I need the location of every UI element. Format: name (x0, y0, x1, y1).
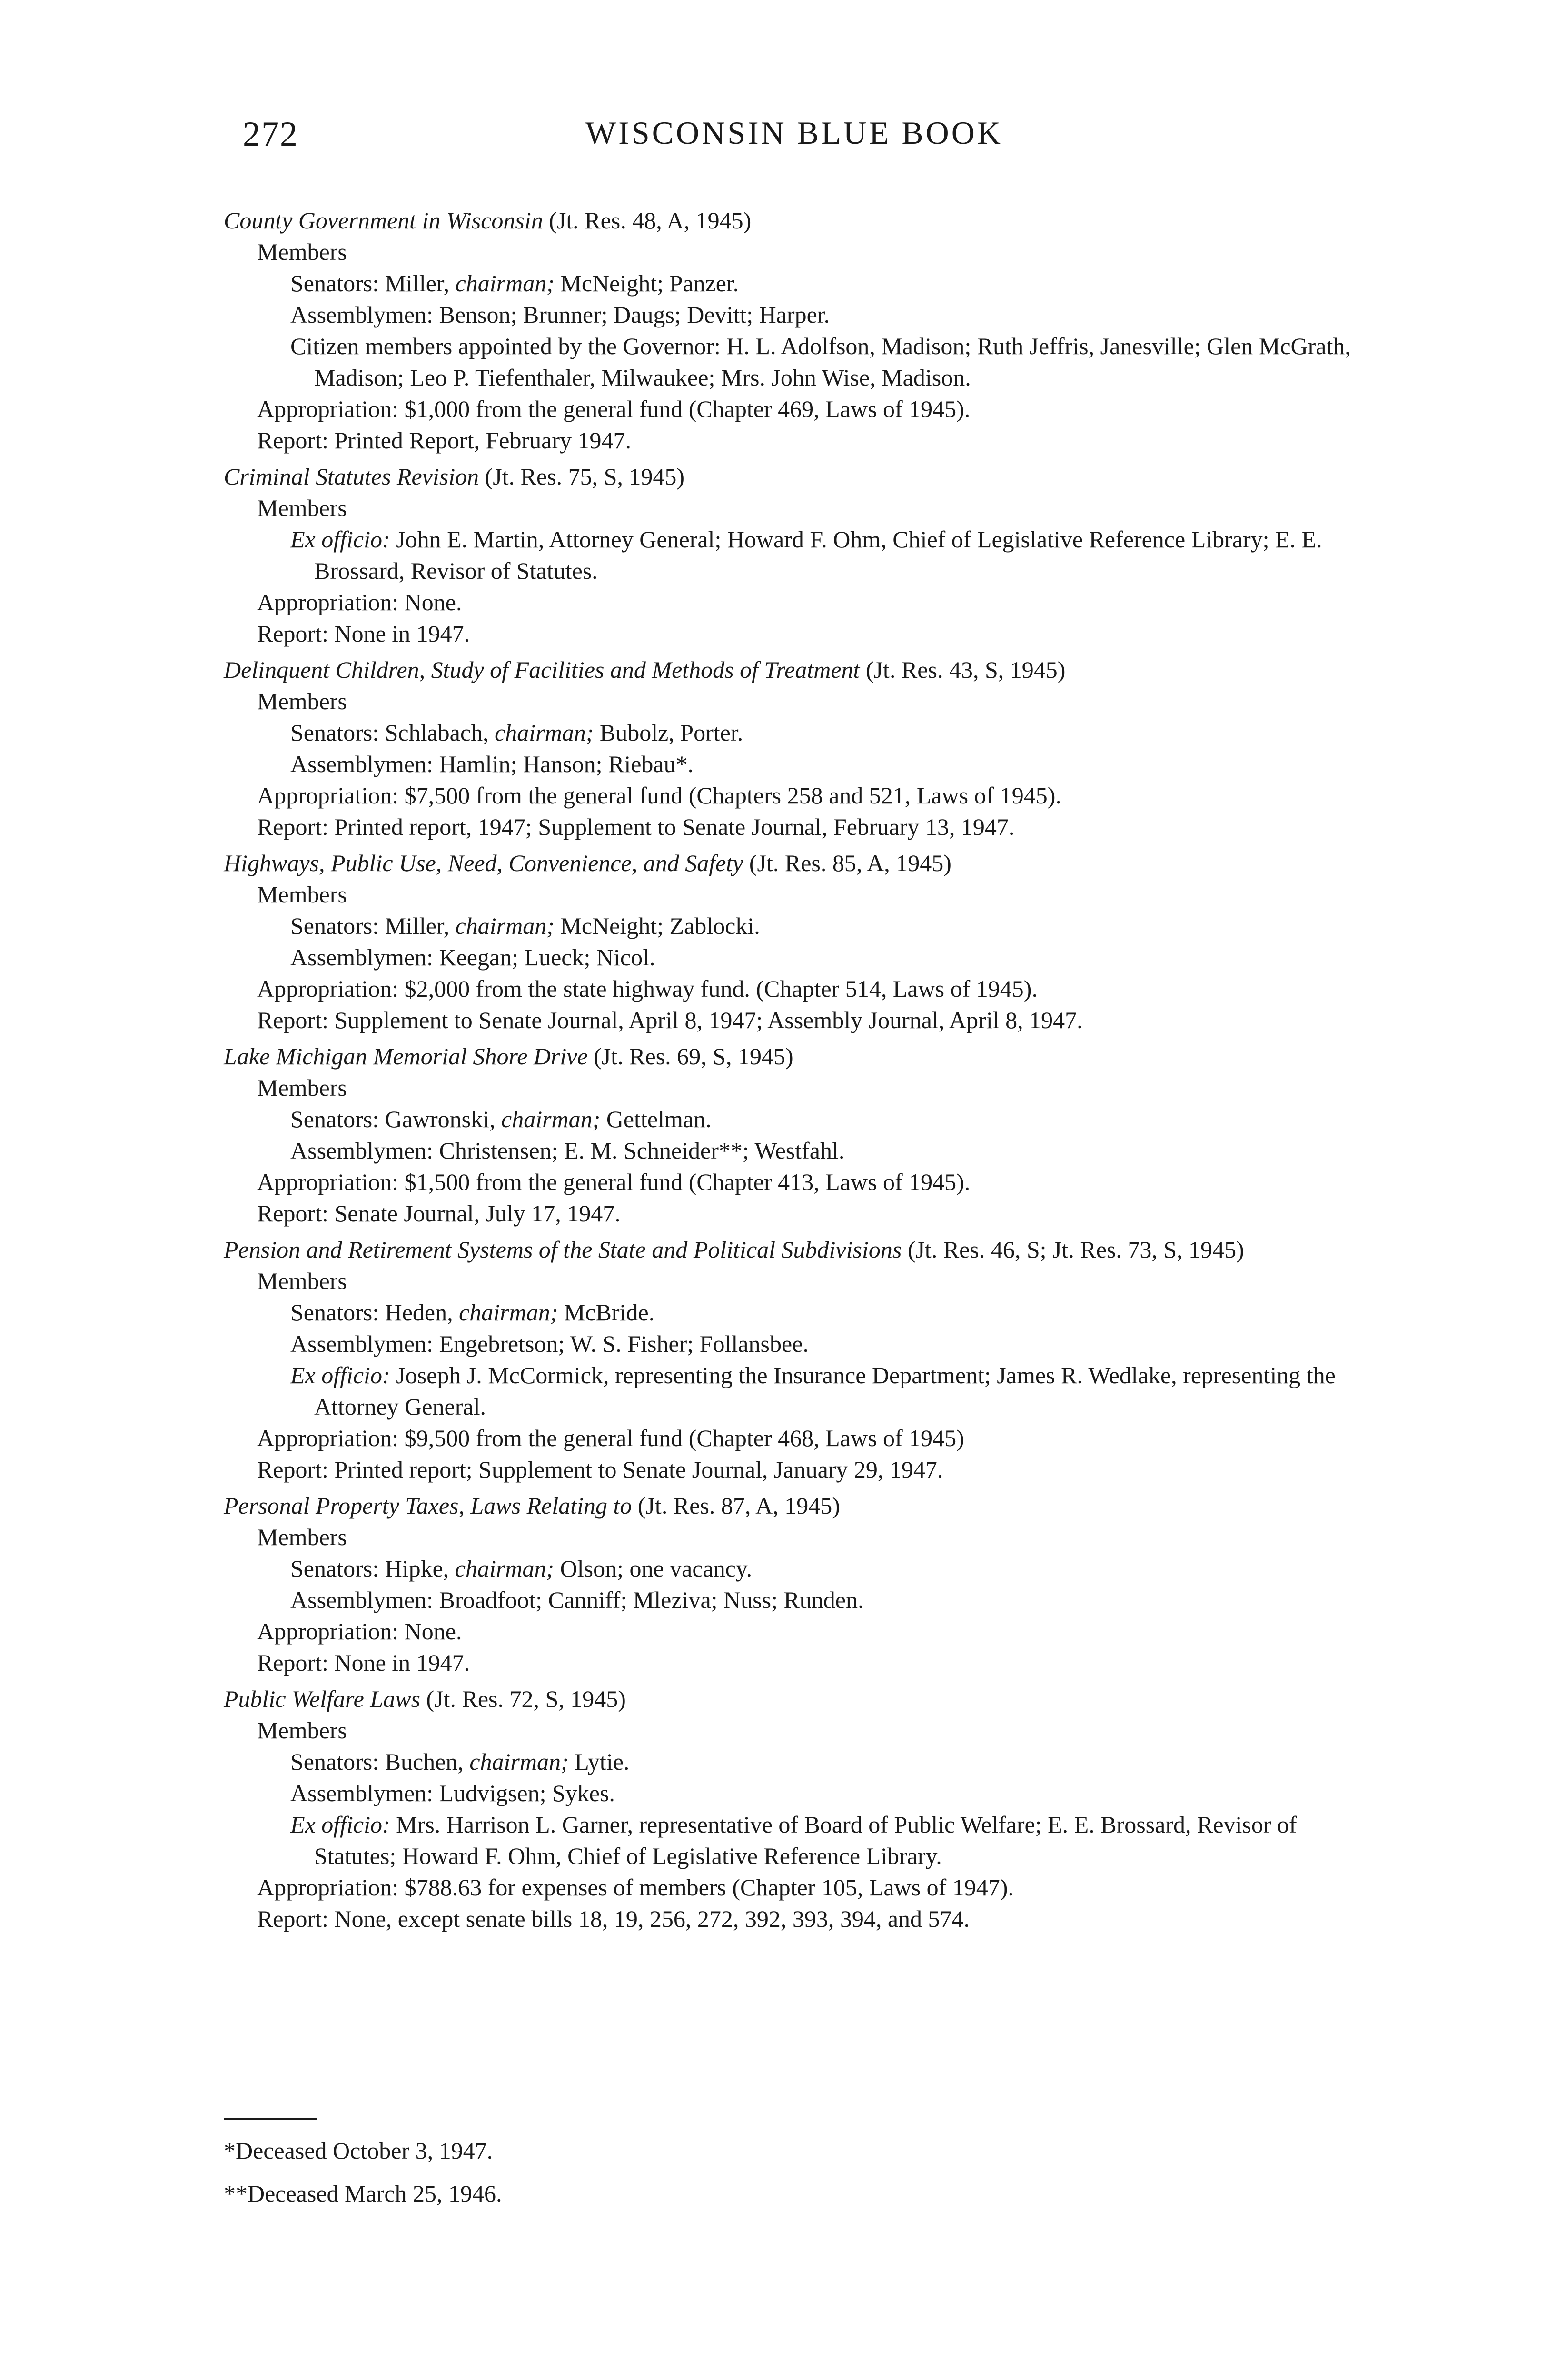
report-line (224, 425, 1380, 456)
footnote-divider (224, 2118, 317, 2120)
assemblymen-line (224, 1777, 1380, 1809)
assemblymen-label: Assemblymen: (290, 1137, 433, 1164)
chairman-label: chairman; (459, 1299, 558, 1326)
senators-label: Senators: (290, 1748, 379, 1775)
committee-citation: (Jt. Res. 72, S, 1945) (426, 1686, 626, 1712)
committee-title (224, 654, 1380, 685)
committee-title (224, 1683, 1380, 1715)
assemblymen-names: Engebretson; W. S. Fisher; Follansbee. (439, 1330, 809, 1357)
report-label: Report: (257, 1649, 328, 1676)
committee-name: Delinquent Children, Study of Facilities and Methods of Treatment (224, 656, 860, 683)
senators-label: Senators: (290, 1106, 379, 1132)
senators-chair-name: Gawronski, (385, 1106, 496, 1132)
appropriation-label: Appropriation: (257, 782, 399, 809)
assemblymen-names: Keegan; Lueck; Nicol. (439, 944, 655, 971)
report-line (224, 1903, 1380, 1934)
appropriation-label: Appropriation: (257, 1169, 399, 1195)
appropriation-line (224, 973, 1380, 1004)
report-label: Report: (257, 1905, 328, 1932)
senators-line (224, 268, 1380, 299)
exofficio-text: John E. Martin, Attorney General; Howard F. Ohm, Chief of Legislative Reference Library; E. E. Brossard, Revisor of Statutes. (314, 526, 1322, 584)
exofficio-line (224, 1359, 1380, 1422)
report-label: Report: (257, 1456, 328, 1483)
report-line (224, 1454, 1380, 1485)
assemblymen-label: Assemblymen: (290, 751, 433, 777)
report-text: Printed Report, February 1947. (334, 427, 631, 454)
footnotes (224, 2135, 890, 2221)
footnote: **Deceased March 25, 1946. (224, 2180, 502, 2207)
exofficio-label: Ex officio: (290, 1811, 390, 1838)
appropriation-text: $788.63 for expenses of members (Chapter 105, Laws of 1947). (404, 1874, 1014, 1901)
exofficio-text: Mrs. Harrison L. Garner, representative of Board of Public Welfare; E. E. Brossard, Revisor of Statutes; Howard F. Ohm, Chief of Legislative Reference Library. (314, 1811, 1297, 1869)
assemblymen-names: Christensen; E. M. Schneider**; Westfahl. (439, 1137, 845, 1164)
report-label: Report: (257, 427, 328, 454)
assemblymen-names: Benson; Brunner; Daugs; Devitt; Harper. (439, 301, 830, 328)
assemblymen-line (224, 299, 1380, 330)
assemblymen-names: Broadfoot; Canniff; Mleziva; Nuss; Runden. (439, 1587, 864, 1613)
members-heading: Members (257, 688, 347, 714)
assemblymen-line (224, 748, 1380, 780)
committee-title (224, 1490, 1380, 1521)
committee-name: Criminal Statutes Revision (224, 463, 479, 490)
members-heading: Members (257, 1717, 347, 1744)
appropriation-label: Appropriation: (257, 1874, 399, 1901)
assemblymen-label: Assemblymen: (290, 1587, 433, 1613)
committee-title (224, 205, 1380, 236)
members-heading: Members (257, 881, 347, 908)
exofficio-text: Joseph J. McCormick, representing the Insurance Department; James R. Wedlake, representing the Attorney General. (314, 1362, 1336, 1420)
senators-line (224, 1746, 1380, 1777)
committee-citation: (Jt. Res. 87, A, 1945) (637, 1492, 840, 1519)
committee-entry (224, 654, 1380, 843)
senators-line (224, 1297, 1380, 1328)
committee-name: Public Welfare Laws (224, 1686, 420, 1712)
committee-citation: (Jt. Res. 85, A, 1945) (749, 850, 951, 876)
appropriation-text: $1,500 from the general fund (Chapter 413, Laws of 1945). (404, 1169, 971, 1195)
senators-chair-name: Schlabach, (385, 719, 489, 746)
report-label: Report: (257, 813, 328, 840)
senators-others: Gettelman. (606, 1106, 712, 1132)
assemblymen-names: Ludvigsen; Sykes. (439, 1780, 615, 1806)
report-label: Report: (257, 1007, 328, 1033)
committee-citation: (Jt. Res. 69, S, 1945) (594, 1043, 793, 1070)
senators-others: Lytie. (575, 1748, 630, 1775)
report-line (224, 1004, 1380, 1036)
appropriation-text: $9,500 from the general fund (Chapter 468, Laws of 1945) (404, 1425, 964, 1451)
committee-entry (224, 1041, 1380, 1229)
senators-others: Olson; one vacancy. (560, 1555, 753, 1582)
assemblymen-line (224, 942, 1380, 973)
report-label: Report: (257, 620, 328, 647)
appropriation-text: $2,000 from the state highway fund. (Chapter 514, Laws of 1945). (404, 975, 1038, 1002)
assemblymen-label: Assemblymen: (290, 944, 433, 971)
senators-line (224, 717, 1380, 748)
chairman-label: chairman; (469, 1748, 569, 1775)
report-line (224, 618, 1380, 649)
chairman-label: chairman; (455, 270, 555, 297)
report-text: None in 1947. (334, 1649, 470, 1676)
committee-entry (224, 847, 1380, 1036)
appropriation-text: None. (404, 1618, 462, 1645)
committee-entry (224, 1683, 1380, 1934)
appropriation-label: Appropriation: (257, 396, 399, 422)
report-text: Printed report; Supplement to Senate Journal, January 29, 1947. (334, 1456, 943, 1483)
exofficio-line (224, 1809, 1380, 1872)
page-number: 272 (243, 115, 298, 154)
chairman-label: chairman; (495, 719, 594, 746)
senators-label: Senators: (290, 1299, 379, 1326)
exofficio-line (224, 524, 1380, 586)
committee-entry (224, 1490, 1380, 1678)
assemblymen-names: Hamlin; Hanson; Riebau*. (439, 751, 694, 777)
chairman-label: chairman; (455, 912, 555, 939)
report-text: None in 1947. (334, 620, 470, 647)
appropriation-line (224, 1616, 1380, 1647)
senators-line (224, 1553, 1380, 1584)
report-text: None, except senate bills 18, 19, 256, 272, 392, 393, 394, and 574. (334, 1905, 970, 1932)
members-heading: Members (257, 1074, 347, 1101)
committee-title (224, 1041, 1380, 1072)
senators-label: Senators: (290, 719, 379, 746)
chairman-label: chairman; (455, 1555, 555, 1582)
report-text: Supplement to Senate Journal, April 8, 1947; Assembly Journal, April 8, 1947. (334, 1007, 1083, 1033)
committee-citation: (Jt. Res. 43, S, 1945) (865, 656, 1066, 683)
committee-name: Lake Michigan Memorial Shore Drive (224, 1043, 588, 1070)
appropriation-text: $7,500 from the general fund (Chapters 258 and 521, Laws of 1945). (404, 782, 1061, 809)
report-text: Senate Journal, July 17, 1947. (334, 1200, 621, 1227)
appropriation-label: Appropriation: (257, 1618, 399, 1645)
committee-entry (224, 461, 1380, 649)
appropriation-line (224, 393, 1380, 425)
committee-list (224, 205, 1380, 1939)
senators-line (224, 1103, 1380, 1135)
committee-entry (224, 1234, 1380, 1485)
committee-name: Highways, Public Use, Need, Convenience, and Safety (224, 850, 743, 876)
assemblymen-line (224, 1135, 1380, 1166)
report-line (224, 1198, 1380, 1229)
committee-citation: (Jt. Res. 75, S, 1945) (485, 463, 685, 490)
senators-chair-name: Buchen, (385, 1748, 464, 1775)
exofficio-label: Ex officio: (290, 1362, 390, 1388)
assemblymen-label: Assemblymen: (290, 301, 433, 328)
chairman-label: chairman; (501, 1106, 601, 1132)
senators-others: McNeight; Zablocki. (560, 912, 760, 939)
assemblymen-line (224, 1584, 1380, 1616)
page-header (243, 114, 1052, 167)
appropriation-line (224, 586, 1380, 618)
appropriation-line (224, 780, 1380, 811)
senators-line (224, 910, 1380, 942)
book-title: WISCONSIN BLUE BOOK (585, 115, 1003, 151)
committee-name: Personal Property Taxes, Laws Relating to (224, 1492, 632, 1519)
members-heading: Members (257, 238, 347, 265)
committee-name: County Government in Wisconsin (224, 207, 543, 234)
footnote: *Deceased October 3, 1947. (224, 2137, 493, 2164)
report-label: Report: (257, 1200, 328, 1227)
report-text: Printed report, 1947; Supplement to Senate Journal, February 13, 1947. (334, 813, 1015, 840)
committee-name: Pension and Retirement Systems of the State and Political Subdivisions (224, 1236, 902, 1263)
committee-citation: (Jt. Res. 46, S; Jt. Res. 73, S, 1945) (907, 1236, 1244, 1263)
senators-others: McNeight; Panzer. (560, 270, 739, 297)
appropriation-label: Appropriation: (257, 589, 399, 615)
citizen-members-line: Citizen members appointed by the Governor: H. L. Adolfson, Madison; Ruth Jeffris, Janesville; Glen McGrath, Madison; Leo P. Tiefenthaler, Milwaukee; Mrs. John Wise, Madison. (290, 333, 1351, 391)
appropriation-text: None. (404, 589, 462, 615)
appropriation-line (224, 1872, 1380, 1903)
committee-title (224, 847, 1380, 879)
assemblymen-label: Assemblymen: (290, 1330, 433, 1357)
appropriation-line (224, 1422, 1380, 1454)
members-heading: Members (257, 495, 347, 521)
committee-entry (224, 205, 1380, 456)
committee-title (224, 461, 1380, 492)
members-heading: Members (257, 1268, 347, 1294)
appropriation-label: Appropriation: (257, 975, 399, 1002)
senators-chair-name: Miller, (385, 912, 450, 939)
appropriation-text: $1,000 from the general fund (Chapter 469, Laws of 1945). (404, 396, 971, 422)
senators-chair-name: Miller, (385, 270, 450, 297)
assemblymen-label: Assemblymen: (290, 1780, 433, 1806)
assemblymen-line (224, 1328, 1380, 1359)
appropriation-line (224, 1166, 1380, 1198)
committee-title (224, 1234, 1380, 1265)
appropriation-label: Appropriation: (257, 1425, 399, 1451)
members-heading: Members (257, 1524, 347, 1550)
senators-chair-name: Hipke, (385, 1555, 449, 1582)
report-line (224, 811, 1380, 843)
senators-label: Senators: (290, 1555, 379, 1582)
report-line (224, 1647, 1380, 1678)
senators-label: Senators: (290, 912, 379, 939)
senators-chair-name: Heden, (385, 1299, 453, 1326)
senators-label: Senators: (290, 270, 379, 297)
senators-others: McBride. (564, 1299, 655, 1326)
senators-others: Bubolz, Porter. (599, 719, 743, 746)
committee-citation: (Jt. Res. 48, A, 1945) (549, 207, 752, 234)
exofficio-label: Ex officio: (290, 526, 390, 553)
